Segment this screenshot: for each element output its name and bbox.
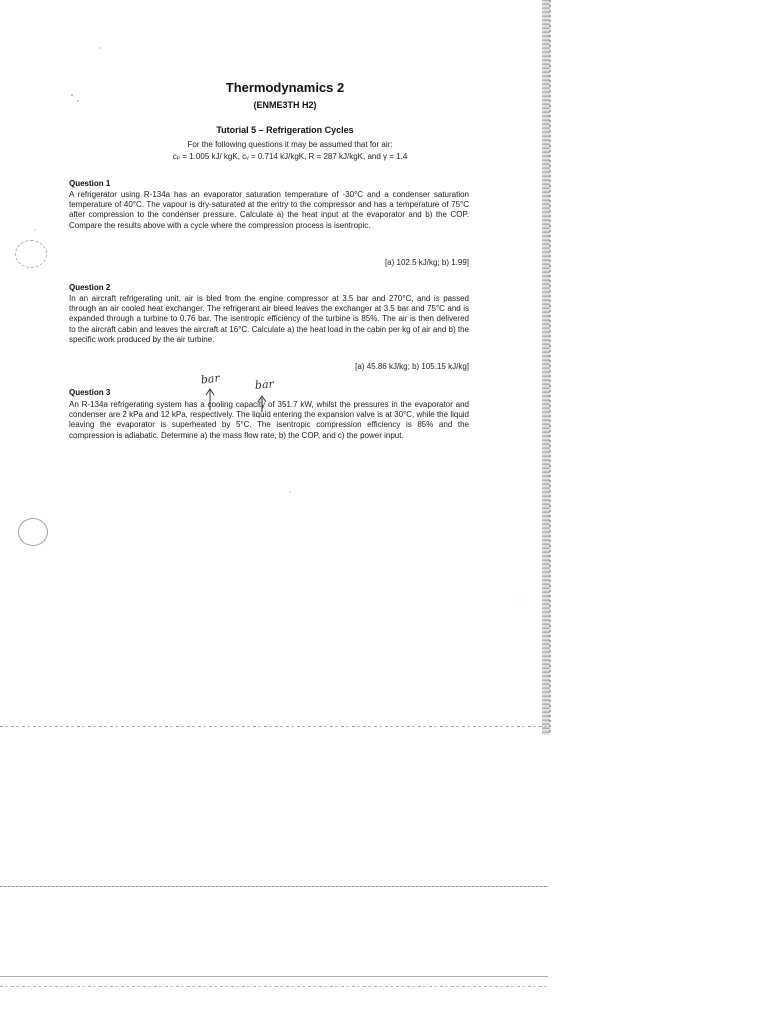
- question-2-body: In an aircraft refrigerating unit, air is bled from the engine compressor at 3.5 bar and 270°C, and is passed through an air cooled heat exchanger. The refrigerant air bleed leaves the exchanger at 3.5 bar and 75°C and is expanded through a turbine to 0.76 bar. The isentropic efficiency of the turbine is 85%. The air is then delivered to the aircraft cabin and leaves the aircraft at 16°C. Calculate a) the heat load in the cabin per kg of air and b) the specific work produced by the air turbine.: [69, 294, 469, 344]
- document-title: Thermodynamics 2: [225, 80, 345, 95]
- question-3-heading: Question 3: [69, 388, 111, 397]
- air-constants: cₚ = 1.005 kJ/ kgK, cᵥ = 0.714 kJ/kgK, R = 287 kJ/kgK, and γ = 1.4: [172, 152, 408, 161]
- question-1-answer: [a) 102.5 kJ/kg; b) 1.99]: [384, 258, 469, 267]
- question-1-body: A refrigerator using R-134a has an evaporator saturation temperature of -30°C and a condenser saturation temperature of 40°C. The vapour is dry-saturated at the entry to the compressor and has a temperature of 75°C after compression to the condenser pressure. Calculate a) the heat input at the evaporator and b) the COP. Compare the results above with a cycle where the compression process is isentropic.: [69, 190, 469, 230]
- question-3-body: An R-134a refrigerating system has a cooling capacity of 351.7 kW, whilst the pressures in the evaporator and condenser are 2 kPa and 12 kPa, respectively. The liquid entering the expansion valve is at 30°C, while the liquid leaving the evaporator is superheated by 5°C. The isentropic compression efficiency is 85% and the compression is adiabatic. Determine a) the mass flow rate, b) the COP, and c) the power input.: [69, 400, 469, 440]
- assumption-text: For the following questions it may be assumed that for air:: [187, 140, 393, 149]
- question-2-heading: Question 2: [69, 283, 111, 292]
- question-2-answer: [a) 45.86 kJ/kg; b) 105.15 kJ/kg]: [355, 362, 469, 371]
- arrow-up-icon: [258, 396, 266, 412]
- handwritten-annotation: [195, 368, 305, 418]
- handwritten-note: bar: [254, 377, 275, 392]
- tutorial-title: Tutorial 5 – Refrigeration Cycles: [216, 125, 354, 135]
- course-code: (ENME3TH H2): [253, 100, 317, 110]
- question-1-heading: Question 1: [69, 179, 111, 188]
- arrow-up-icon: [206, 389, 214, 410]
- handwritten-note: bar: [200, 371, 221, 387]
